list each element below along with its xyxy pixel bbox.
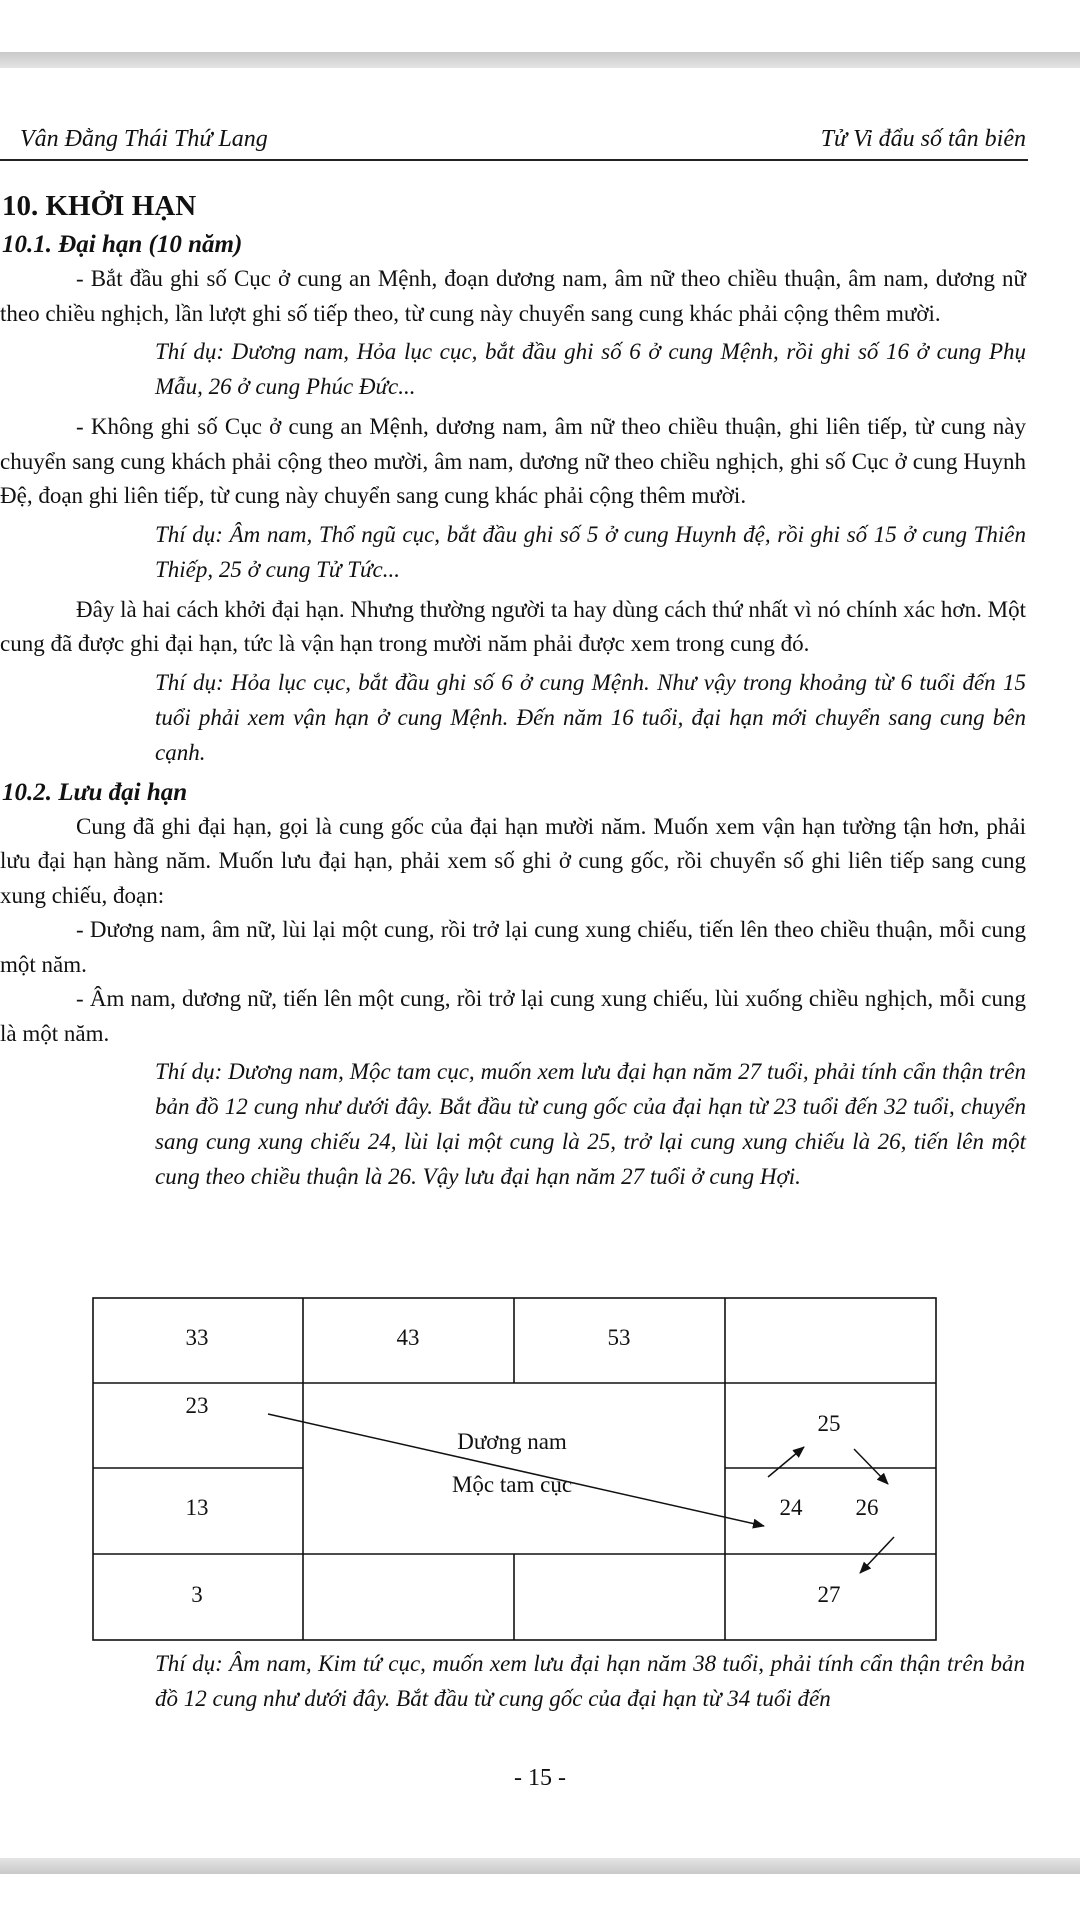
example-paragraph: Thí dụ: Hỏa lục cục, bắt đầu ghi số 6 ở cung Mệnh. Như vậy trong khoảng từ 6 tuổi đến 15 tuổi phải xem vận hạn ở cung Mệnh. Đến năm 16 tuổi, đại hạn mới chuyển sang cung bên cạnh. xyxy=(155,669,1026,765)
page-content xyxy=(0,186,1026,1200)
header-author: Vân Đằng Thái Thứ Lang xyxy=(20,126,268,152)
cell-value: 23 xyxy=(185,1393,209,1418)
paragraph: Đây là hai cách khởi đại hạn. Nhưng thường người ta hay dùng cách thứ nhất vì nó chính xác hơn. Một cung đã được ghi đại hạn, tức là vận hạn trong mười năm phải được xem trong cung đó. xyxy=(0,596,1026,656)
header-book-title: Tử Vi đẩu số tân biên xyxy=(820,126,1026,152)
center-label: Mộc tam cục xyxy=(451,1472,573,1497)
section-title: 10. KHỞI HẠN xyxy=(2,190,197,222)
cell-value: 26 xyxy=(855,1495,879,1520)
example-paragraph: Thí dụ: Dương nam, Mộc tam cục, muốn xem lưu đại hạn năm 27 tuổi, phải tính cẩn thận trên bản đồ 12 cung như dưới đây. Bắt đầu từ cung gốc của đại hạn từ 23 tuổi đến 32 tuổi, chuyển sang cung xung chiếu 24, lùi lại một cung là 25, trở lại cung xung chiếu là 26, tiến lên một cung theo chiều thuận là 26. Vậy lưu đại hạn năm 27 tuổi ở cung Hợi. xyxy=(155,1059,1026,1189)
palace-grid-lines xyxy=(92,1297,937,1641)
paragraph: Cung đã ghi đại hạn, gọi là cung gốc của đại hạn mười năm. Muốn xem vận hạn tường tận hơn, phải lưu đại hạn hàng năm. Muốn lưu đại hạn, phải xem số ghi ở cung gốc, rồi chuyển số ghi liên tiếp sang cung xung chiếu, đoạn: xyxy=(0,813,1026,908)
viewer-top-bar xyxy=(0,52,1080,68)
cell-value: 43 xyxy=(396,1325,420,1350)
cell-value: 3 xyxy=(191,1582,203,1607)
example-paragraph: Thí dụ: Âm nam, Kim tứ cục, muốn xem lưu đại hạn năm 38 tuổi, phải tính cẩn thận trên bản đồ 12 cung như dưới đây. Bắt đầu từ cung gốc của đại hạn từ 34 tuổi đến xyxy=(155,1651,1025,1711)
center-label: Dương nam xyxy=(457,1429,567,1454)
arrow-26-to-27 xyxy=(860,1537,894,1573)
cell-value: 27 xyxy=(817,1582,841,1607)
example-paragraph: Thí dụ: Dương nam, Hỏa lục cục, bắt đầu ghi số 6 ở cung Mệnh, rồi ghi số 16 ở cung Phụ Mẫu, 26 ở cung Phúc Đức... xyxy=(155,339,1026,399)
cell-value: 53 xyxy=(607,1325,631,1350)
paragraph: - Dương nam, âm nữ, lùi lại một cung, rồi trở lại cung xung chiếu, tiến lên theo chiều thuận, mỗi cung một năm. xyxy=(0,917,1026,977)
paragraph: - Không ghi số Cục ở cung an Mệnh, dương nam, âm nữ theo chiều thuận, ghi liên tiếp, từ cung này chuyển sang cung khách phải cộng theo mười, âm nam, dương nữ theo chiều nghịch, ghi số Cục ở cung Huynh Đệ, đoạn ghi liên tiếp, từ cung này chuyển sang cung khác phải cộng thêm mười. xyxy=(0,414,1026,508)
cell-value: 25 xyxy=(817,1411,841,1436)
arrow-24-to-25 xyxy=(768,1447,804,1477)
subsection-title-10-1: 10.1. Đại hạn (10 năm) xyxy=(2,231,243,258)
paragraph: - Âm nam, dương nữ, tiến lên một cung, rồi trở lại cung xung chiếu, lùi xuống chiều nghịch, mỗi cung là một năm. xyxy=(0,986,1026,1046)
cell-value: 24 xyxy=(779,1495,803,1520)
subsection-title-10-2: 10.2. Lưu đại hạn xyxy=(2,778,188,806)
page-number: - 15 - xyxy=(514,1765,566,1791)
cell-value: 13 xyxy=(185,1495,209,1520)
paragraph: - Bắt đầu ghi số Cục ở cung an Mệnh, đoạn dương nam, âm nữ theo chiều thuận, âm nam, dương nữ theo chiều nghịch, lần lượt ghi số tiếp theo, từ cung này chuyển sang cung khác phải cộng thêm mười. xyxy=(0,266,1026,326)
twelve-palace-diagram xyxy=(92,1297,937,1641)
cell-value: 33 xyxy=(185,1325,209,1350)
example-paragraph: Thí dụ: Âm nam, Thổ ngũ cục, bắt đầu ghi số 5 ở cung Huynh đệ, rồi ghi số 15 ở cung Thiên Thiếp, 25 ở cung Tử Tức... xyxy=(155,521,1026,582)
header-rule xyxy=(0,159,1028,161)
arrow-25-to-26 xyxy=(854,1449,888,1484)
viewer-bottom-bar xyxy=(0,1858,1080,1874)
